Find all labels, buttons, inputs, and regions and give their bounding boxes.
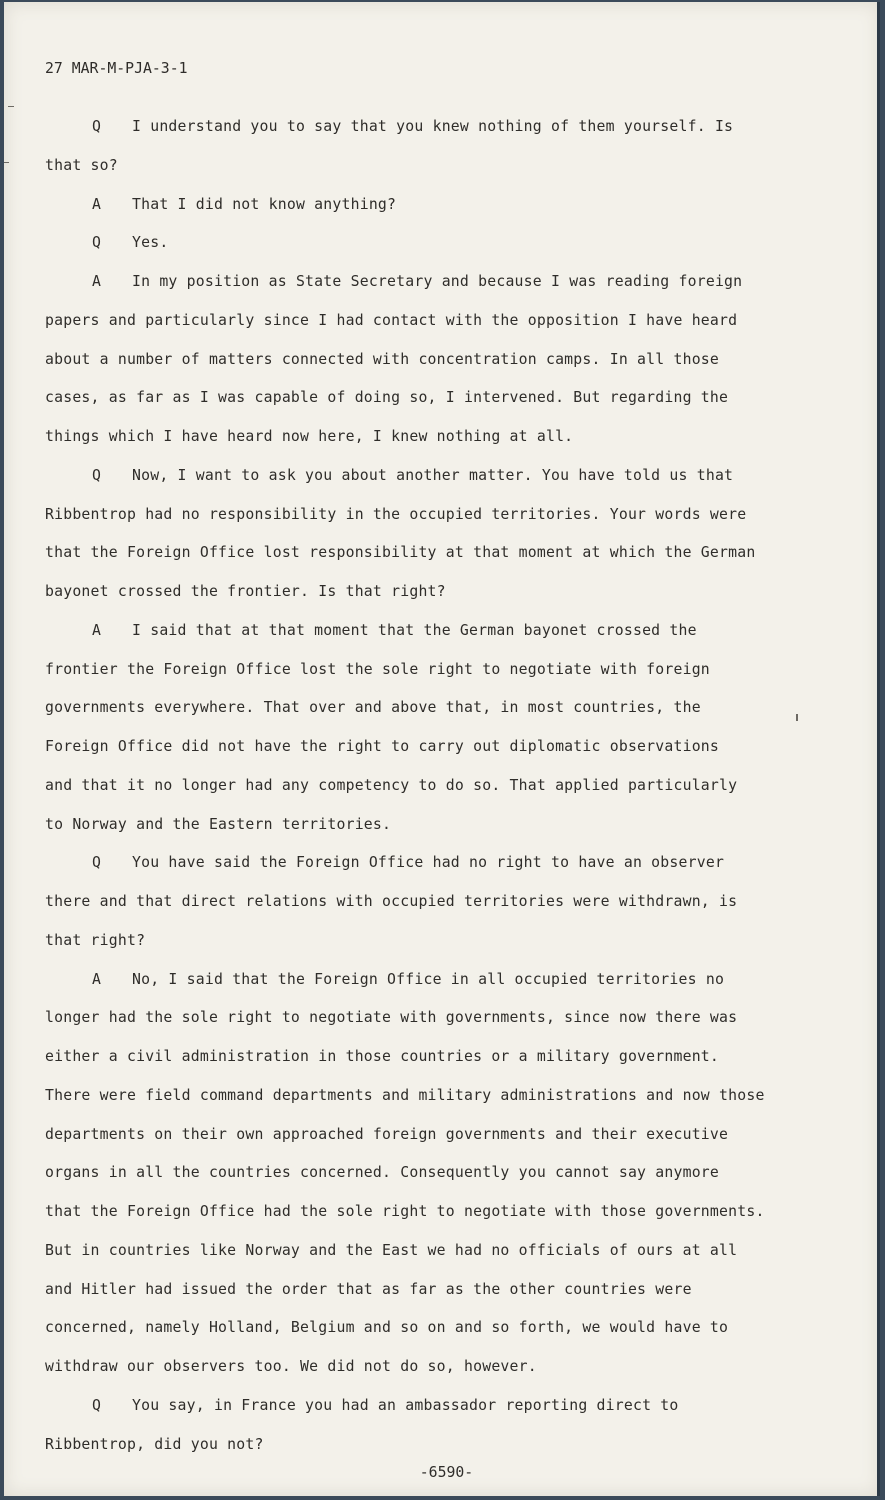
paragraph-first-line (45, 612, 825, 651)
paragraph-first-line (45, 457, 825, 496)
transcript-line: longer had the sole right to negotiate with governments, since now there was (45, 1009, 738, 1027)
transcript-line: cases, as far as I was capable of doing so, I intervened. But regarding the (45, 389, 729, 407)
transcript-line: about a number of matters connected with concentration camps. In all those (45, 350, 720, 368)
page-number: -6590- (419, 1464, 474, 1481)
transcript-paragraph (45, 263, 825, 457)
transcript-line: either a civil administration in those countries or a military government. (45, 1048, 720, 1065)
margin-mark (8, 106, 14, 107)
transcript-line: there and that direct relations with occupied territories were withdrawn, is (45, 893, 738, 910)
paragraph-first-line (45, 263, 825, 302)
page-edge (877, 2, 880, 1496)
transcript-line: concerned, namely Holland, Belgium and so on and so forth, we would have to (45, 1319, 729, 1337)
speaker-label: A (92, 970, 102, 988)
transcript-line: Ribbentrop, did you not? (45, 1435, 264, 1453)
transcript-line: But in countries like Norway and the East we had no officials of ours at all (45, 1241, 738, 1259)
transcript-paragraph (45, 1387, 825, 1465)
transcript-line: There were field command departments and military administrations and now those (45, 1086, 765, 1104)
transcript-paragraph (45, 224, 825, 263)
transcript-line: In my position as State Secretary and because I was reading foreign (132, 273, 743, 290)
transcript-line: things which I have heard now here, I knew nothing at all. (45, 428, 574, 445)
speaker-label: A (92, 195, 102, 213)
transcript-line: You have said the Foreign Office had no right to have an observer (132, 854, 725, 872)
paragraph-first-line (45, 108, 825, 147)
transcript-paragraph (45, 108, 825, 186)
transcript-line: and that it no longer had any competency to do so. That applied particularly (45, 776, 738, 794)
transcript-line: that right? (45, 931, 146, 949)
transcript-line: to Norway and the Eastern territories. (45, 815, 392, 833)
transcript-line: I understand you to say that you knew nothing of them yourself. Is (132, 118, 734, 135)
speaker-label: Q (92, 1396, 102, 1414)
transcript-line: that so? (45, 156, 118, 174)
paragraph-first-line (45, 844, 825, 883)
transcript-line: and Hitler had issued the order that as far as the other countries were (45, 1280, 692, 1298)
speaker-label: Q (92, 234, 102, 252)
stray-mark (796, 714, 798, 721)
speaker-label: Q (92, 466, 102, 484)
document-page (4, 2, 880, 1496)
speaker-label: Q (92, 854, 102, 872)
transcript-line: papers and particularly since I had contact with the opposition I have heard (45, 311, 738, 329)
transcript-line: governments everywhere. That over and above that, in most countries, the (45, 699, 701, 717)
paragraph-first-line (45, 224, 825, 263)
transcript-line: No, I said that the Foreign Office in all occupied territories no (132, 970, 725, 988)
transcript-line: frontier the Foreign Office lost the sole right to negotiate with foreign (45, 660, 710, 678)
transcript-line: Foreign Office did not have the right to carry out diplomatic observations (45, 738, 720, 755)
transcript-paragraph (45, 961, 825, 1387)
paragraph-first-line (45, 186, 825, 225)
transcript-line: Yes. (132, 234, 169, 252)
transcript-line: that the Foreign Office had the sole right to negotiate with those governments. (45, 1203, 765, 1220)
document-reference: 27 MAR-M-PJA-3-1 (45, 60, 188, 77)
transcript-paragraph (45, 844, 825, 960)
transcript-paragraph (45, 186, 825, 225)
margin-mark (4, 162, 9, 163)
speaker-label: A (92, 273, 102, 290)
transcript-line: I said that at that moment that the German bayonet crossed the (132, 621, 697, 639)
transcript-line: Now, I want to ask you about another matter. You have told us that (132, 466, 734, 484)
transcript-line: departments on their own approached foreign governments and their executive (45, 1125, 729, 1143)
transcript-line: that the Foreign Office lost responsibility at that moment at which the German (45, 544, 756, 562)
transcript-line: bayonet crossed the frontier. Is that right? (45, 583, 446, 600)
paragraph-first-line (45, 961, 825, 1000)
transcript-line: That I did not know anything? (132, 195, 397, 213)
transcript-paragraph (45, 612, 825, 845)
transcript-line: withdraw our observers too. We did not do so, however. (45, 1358, 537, 1375)
speaker-label: Q (92, 118, 102, 135)
transcript-line: Ribbentrop had no responsibility in the occupied territories. Your words were (45, 505, 747, 523)
transcript-paragraph (45, 457, 825, 612)
transcript-line: You say, in France you had an ambassador reporting direct to (132, 1396, 679, 1414)
transcript-line: organs in all the countries concerned. Consequently you cannot say anymore (45, 1164, 720, 1182)
paragraph-first-line (45, 1387, 825, 1426)
speaker-label: A (92, 621, 102, 639)
